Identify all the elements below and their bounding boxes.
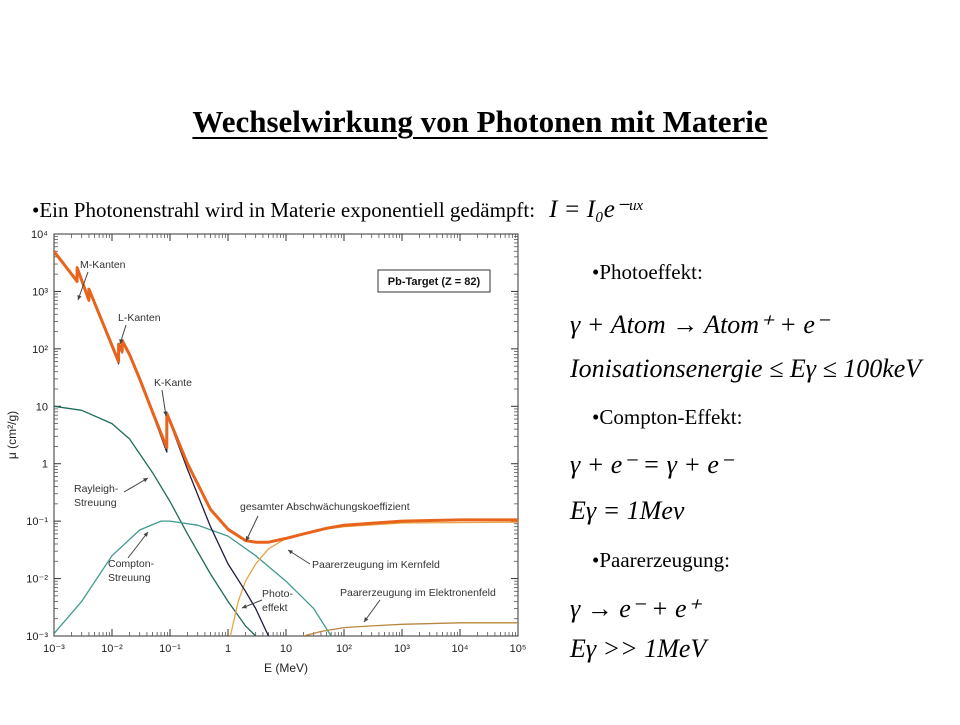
y-tick-label: 10⁻¹ xyxy=(26,516,48,529)
series-paarerzeugung-im-elektronenfeld xyxy=(304,623,519,636)
x-tick-label: 10⁻² xyxy=(101,643,123,655)
compton-label-2: Streuung xyxy=(108,572,151,584)
intro-text: Ein Photonenstrahl wird in Materie exponentiell gedämpft: xyxy=(39,198,536,222)
photoeffect-heading: •Photoeffekt: xyxy=(592,260,703,284)
series-rayleigh-streuung xyxy=(54,406,256,636)
photoeffect-equation: γ + Atom → Atom⁺ + e⁻ xyxy=(570,310,829,339)
y-axis-label: μ (cm²/g) xyxy=(5,410,19,460)
intro-bullet: • xyxy=(32,198,40,222)
x-tick-label: 10² xyxy=(336,643,352,655)
m-edges-arrow-head xyxy=(77,295,81,300)
pair-production-energy: Eγ >> 1MeV xyxy=(570,634,707,663)
intro-line xyxy=(32,194,642,224)
x-tick-label: 1 xyxy=(224,643,232,655)
y-tick-label: 10⁻³ xyxy=(26,631,48,643)
total-attenuation-label: gesamter Abschwächungskoeffizient xyxy=(240,501,410,513)
x-tick-label: 10⁻¹ xyxy=(159,643,181,655)
attenuation-chart xyxy=(0,226,540,720)
y-tick-label: 10⁻² xyxy=(26,573,48,586)
compton-label-1: Compton- xyxy=(108,558,155,570)
y-tick-label: 10⁴ xyxy=(31,229,48,241)
photoeffect-label-1: Photo- xyxy=(262,588,293,600)
series-photoeffekt xyxy=(54,252,269,636)
chart-svg xyxy=(0,226,540,720)
y-tick-label: 10³ xyxy=(32,286,48,299)
attenuation-formula: I = I₀e⁻ᵘˣ xyxy=(549,196,643,223)
pair-electron-arrow-head xyxy=(364,617,368,622)
x-axis-label: E (MeV) xyxy=(263,661,309,675)
k-edge-label: K-Kante xyxy=(154,377,192,389)
series-paarerzeugung-im-kernfeld xyxy=(230,522,518,636)
rayleigh-label-1: Rayleigh- xyxy=(74,483,119,495)
y-tick-label: 10² xyxy=(32,343,48,356)
y-tick-label: 10 xyxy=(35,401,48,414)
photoeffect-label-2: effekt xyxy=(262,602,288,614)
rayleigh-label-2: Streuung xyxy=(74,497,117,509)
compton-equation: γ + e⁻ = γ + e⁻ xyxy=(570,450,733,479)
photoeffect-energy-range: Ionisationsenergie ≤ Eγ ≤ 100keV xyxy=(570,354,922,383)
pair-production-heading: •Paarerzeugung: xyxy=(592,548,730,572)
x-tick-label: 10 xyxy=(279,643,293,655)
pair-electron-label: Paarerzeugung im Elektronenfeld xyxy=(340,587,496,599)
m-edges-label: M-Kanten xyxy=(80,259,126,271)
pair-production-equation: γ → e⁻ + e⁺ xyxy=(570,594,701,623)
x-tick-label: 10⁴ xyxy=(451,643,469,655)
series-gesamter-abschw-chungskoeffizient xyxy=(54,251,518,542)
y-tick-label: 1 xyxy=(41,458,48,471)
x-tick-label: 10⁻³ xyxy=(43,643,65,655)
compton-energy: Eγ = 1Mev xyxy=(570,496,685,525)
l-edges-label: L-Kanten xyxy=(118,312,161,324)
compton-arrow xyxy=(128,532,148,558)
page-title: Wechselwirkung von Photonen mit Materie xyxy=(192,104,768,139)
x-tick-label: 10³ xyxy=(394,643,410,655)
legend-label: Pb-Target (Z = 82) xyxy=(387,276,481,288)
pair-nuclear-label: Paarerzeugung im Kernfeld xyxy=(312,559,440,571)
x-tick-label: 10⁵ xyxy=(509,643,527,655)
compton-heading: •Compton-Effekt: xyxy=(592,405,743,429)
